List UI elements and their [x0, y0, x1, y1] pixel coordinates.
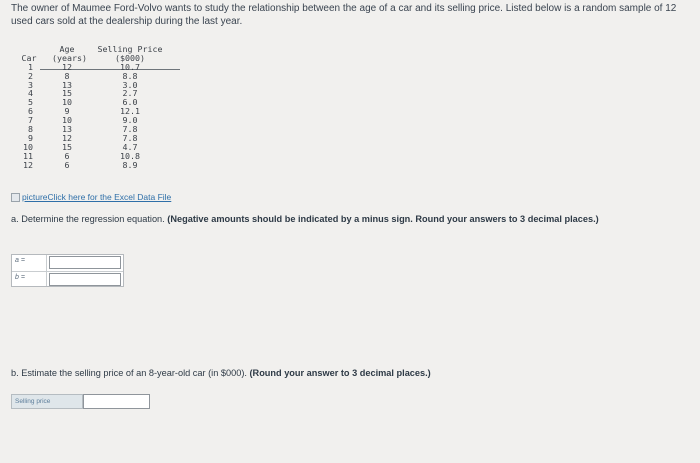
answer-row-b: [12, 271, 123, 288]
car-cell: 5: [28, 97, 33, 108]
price-cell: 7.8: [122, 132, 138, 143]
selling-price-label: Selling price: [11, 394, 83, 409]
label-a: a =: [15, 257, 25, 264]
age-cell: 13: [62, 124, 72, 135]
excel-link-text[interactable]: pictureClick here for the Excel Data File: [22, 192, 172, 202]
car-cell: 11: [23, 150, 33, 161]
selling-price-input[interactable]: [83, 394, 150, 409]
age-cell: 8: [64, 70, 70, 81]
age-header: Age: [59, 44, 75, 54]
question-b-instructions: (Round your answer to 3 decimal places.): [249, 368, 431, 378]
selling-price-group: [11, 394, 150, 409]
price-cell: 12.1: [120, 106, 140, 117]
car-cell: 3: [28, 79, 33, 90]
age-cell: 15: [62, 141, 72, 152]
car-cell: 8: [28, 124, 33, 135]
car-cell: 4: [28, 88, 33, 99]
price-cell: 6.0: [122, 97, 138, 108]
age-cell: 10: [62, 115, 72, 126]
car-cell: 9: [28, 132, 33, 143]
age-cell: 12: [62, 132, 72, 143]
input-b[interactable]: [49, 273, 121, 286]
age-unit-header: (years): [52, 52, 87, 63]
car-cell: 10: [23, 141, 33, 152]
car-cell: 2: [28, 70, 33, 81]
question-a: [11, 213, 651, 225]
price-cell: 10.7: [120, 61, 140, 72]
age-cell: 6: [64, 150, 70, 161]
age-cell: 12: [62, 61, 72, 72]
price-cell: 7.8: [122, 124, 138, 135]
regression-answer-table: [11, 254, 124, 287]
question-b: [11, 367, 651, 379]
price-cell: 10.8: [120, 150, 140, 161]
price-cell: 8.8: [122, 70, 138, 81]
problem-intro: The owner of Maumee Ford-Volvo wants to study the relationship between the age of a car and its selling price. Listed below is a random sample of 12 used cars sold at the dealership during the last year.: [11, 3, 677, 27]
price-cell: 3.0: [122, 79, 138, 90]
price-cell: 2.7: [122, 88, 138, 99]
price-header: Selling Price: [97, 44, 163, 54]
price-cell: 8.9: [122, 159, 138, 170]
question-a-instructions: (Negative amounts should be indicated by a minus sign. Round your answers to 3 decimal places.): [167, 214, 599, 224]
price-cell: 9.0: [122, 115, 138, 126]
car-cell: 1: [28, 61, 33, 72]
price-unit-header: ($000): [115, 52, 145, 63]
age-cell: 13: [62, 79, 72, 90]
car-cell: 12: [23, 159, 33, 170]
age-cell: 15: [62, 88, 72, 99]
car-cell: 7: [28, 115, 33, 126]
question-b-text: b. Estimate the selling price of an 8-year-old car (in $000).: [11, 368, 247, 378]
age-cell: 6: [64, 159, 70, 170]
car-header: Car: [21, 52, 37, 63]
picture-icon: [11, 193, 20, 202]
answer-row-a: [12, 255, 123, 271]
age-cell: 10: [62, 97, 72, 108]
price-cell: 4.7: [122, 141, 138, 152]
car-cell: 6: [28, 106, 33, 117]
label-b: b =: [15, 273, 25, 281]
age-cell: 9: [64, 106, 70, 117]
excel-data-link[interactable]: [11, 192, 171, 202]
question-a-text: a. Determine the regression equation.: [11, 214, 165, 224]
input-a[interactable]: [49, 256, 121, 269]
